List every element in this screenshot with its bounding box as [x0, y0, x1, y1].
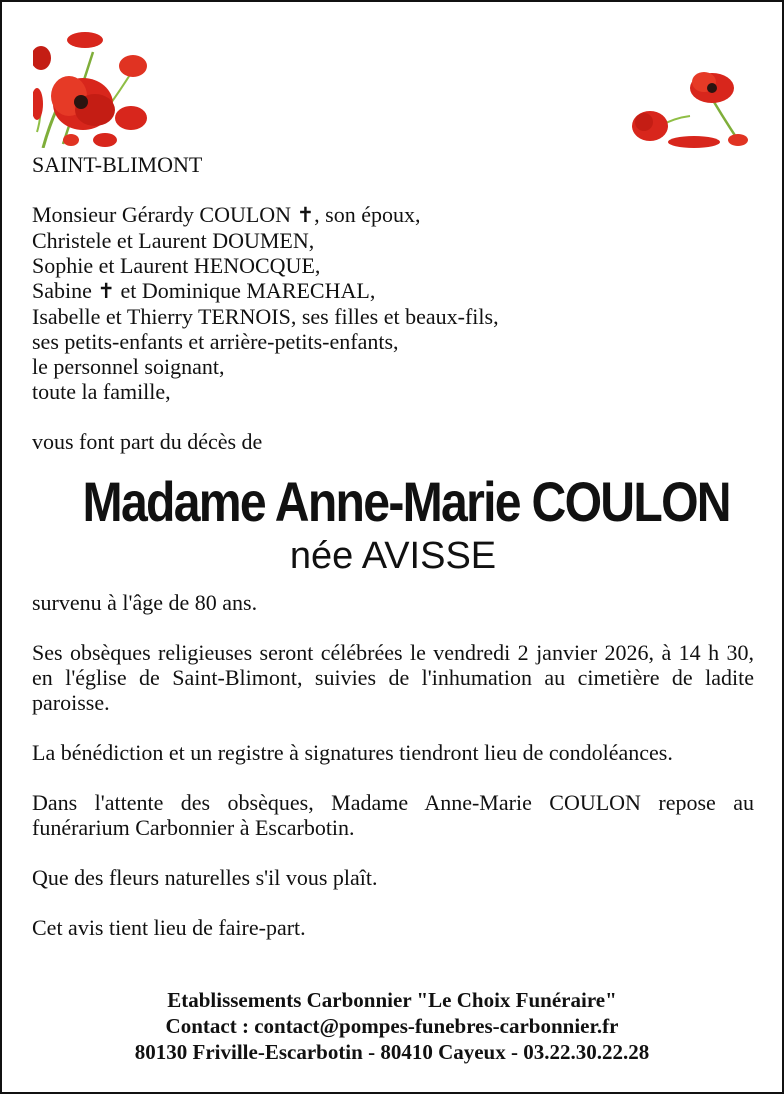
notice-body — [32, 152, 754, 940]
family-line: Sabine ✝ et Dominique MARECHAL, — [32, 278, 376, 303]
company-name: Etablissements Carbonnier "Le Choix Funéraire" — [167, 988, 617, 1012]
age-line: survenu à l'âge de 80 ans. — [32, 590, 258, 615]
family-line: toute la famille, — [32, 379, 171, 404]
address-line: 80130 Friville-Escarbotin - 80410 Cayeux - 03.22.30.22.28 — [134, 1040, 650, 1064]
flowers-request: Que des fleurs naturelles s'il vous plaît. — [32, 865, 378, 890]
locality: SAINT-BLIMONT — [32, 152, 203, 177]
family-list — [32, 202, 754, 404]
blessing-text: La bénédiction et un registre à signatures tiendront lieu de condoléances. — [32, 740, 673, 765]
funeral-home-footer — [2, 987, 782, 1065]
family-line: Isabelle et Thierry TERNOIS, ses filles et beaux-fils, — [32, 304, 499, 329]
maiden-name: née AVISSE — [289, 535, 497, 577]
deceased-name: Madame Anne-Marie COULON — [82, 470, 730, 533]
family-line: le personnel soignant, — [32, 354, 225, 379]
closing-text: Cet avis tient lieu de faire-part. — [32, 915, 306, 940]
cross-icon: ✝ — [296, 203, 315, 227]
resting-place-text: Dans l'attente des obsèques, Madame Anne-Marie COULON repose au funérarium Carbonnier à Escarbotin. — [32, 790, 754, 840]
funeral-details: Ses obsèques religieuses seront célébrées le vendredi 2 janvier 2026, à 14 h 30, en l'église de Saint-Blimont, suivies de l'inhumation au cimetière de ladite paroisse. — [32, 640, 754, 715]
family-line: Christele et Laurent DOUMEN, — [32, 228, 315, 253]
cross-icon: ✝ — [97, 279, 115, 303]
poppies-right-image — [630, 68, 748, 148]
contact-line: Contact : contact@pompes-funebres-carbonnier.fr — [165, 1014, 619, 1038]
family-line: Monsieur Gérardy COULON ✝, son époux, — [32, 202, 421, 227]
poppies-left-image — [33, 32, 151, 148]
intro-text: vous font part du décès de — [32, 429, 263, 454]
family-line: ses petits-enfants et arrière-petits-enfants, — [32, 329, 399, 354]
family-line: Sophie et Laurent HENOCQUE, — [32, 253, 321, 278]
